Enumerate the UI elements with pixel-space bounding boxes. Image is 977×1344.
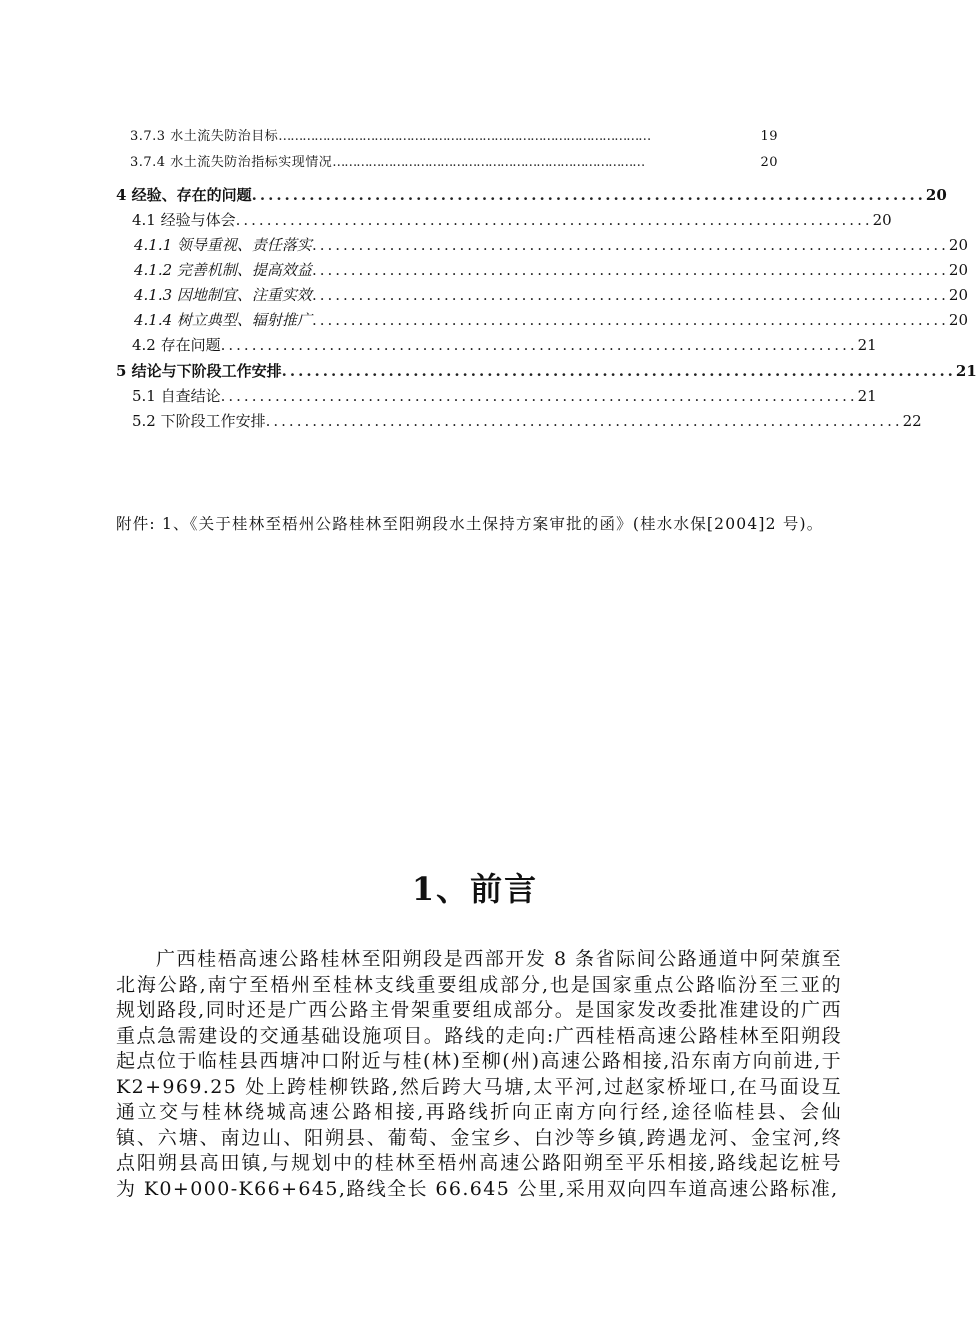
toc-leader: .................................................................................. [311, 286, 949, 304]
toc-entry-label: 4 经验、存在的问题 [116, 186, 252, 204]
toc-entry-label: 3.7.4 水土流失防治指标实现情况 [130, 155, 333, 170]
toc-entry-label: 5 结论与下阶段工作安排 [116, 362, 282, 380]
toc-leader: .................................................................................. [235, 211, 873, 229]
toc-entry-label: 4.1.3 因地制宜、注重实效 [134, 286, 312, 304]
toc-page-number: 21 [857, 387, 877, 405]
toc-page-number: 21 [857, 336, 877, 354]
toc-page-number: 20 [948, 311, 969, 329]
toc-page-number: 20 [872, 211, 892, 229]
toc-entry-label: 4.1.2 完善机制、提高效益 [134, 261, 312, 279]
toc-entry-label: 5.2 下阶段工作安排 [132, 412, 266, 430]
toc-page-number: 21 [955, 362, 977, 380]
attachment-note: 附件: 1、《关于桂林至梧州公路桂林至阳朔段水土保持方案审批的函》(桂水水保[2004]2 号)。 [116, 515, 824, 533]
toc-leader: …………………………………………………………………… [332, 155, 645, 170]
toc-entry-5-1[interactable] [116, 384, 877, 409]
toc-entry-chapter-5[interactable] [116, 358, 977, 384]
toc-leader: .................................................................................. [220, 336, 858, 354]
toc-leader: .................................................................................. [220, 387, 858, 405]
toc-entry-4-1-2[interactable] [116, 258, 969, 283]
toc-page-number: 19 [760, 129, 778, 144]
toc-leader: ………………………………………………………………………………… [278, 129, 651, 144]
toc-leader: .................................................................................. [311, 261, 949, 279]
toc-entry-label: 4.1 经验与体会 [132, 211, 236, 229]
toc-page-number: 20 [948, 261, 969, 279]
toc-entry-4-2[interactable] [116, 333, 877, 358]
toc-entry-4-1-1[interactable] [116, 233, 969, 258]
body-paragraph: 广西桂梧高速公路桂林至阳朔段是西部开发 8 条省际间公路通道中阿荣旗至北海公路,南宁至梧州至桂林支线重要组成部分,也是国家重点公路临汾至三亚的规划路段,同时还是广西公路主骨架重要组成部分。是国家发改委批准建设的广西重点急需建设的交通基础设施项目。路线的走向:广西桂梧高速公路桂林至阳朔段起点位于临桂县西塘冲口附近与桂(林)至柳(州)高速公路相接,沿东南方向前进,于 K2+969.25 处上跨桂柳铁路,然后跨大马塘,太平河,过赵家桥垭口,在马面设互通立交与桂林绕城高速公路相接,再路线折向正南方向行经,途径临桂县、会仙镇、六塘、南边山、阳朔县、葡萄、金宝乡、白沙等乡镇,跨遇龙河、金宝河,终点阳朔县高田镇,与规划中的桂林至梧州高速公路阳朔至平乐相接,路线起讫桩号为 K0+000-K66+645,路线全长 66.645 公里,采用双向四车道高速公路标准, [116, 948, 842, 1200]
toc-leader: .................................................................................. [281, 362, 956, 380]
toc-entry-label: 4.1.1 领导重视、责任落实 [134, 236, 312, 254]
toc-entry-label: 4.2 存在问题 [132, 336, 221, 354]
toc-leader: .................................................................................. [251, 186, 926, 204]
section-heading: 1、前言 [411, 870, 539, 908]
toc-leader: .................................................................................. [311, 236, 949, 254]
toc-entry-4-1[interactable] [116, 208, 892, 233]
toc-page-number: 20 [948, 286, 969, 304]
table-of-contents [116, 124, 977, 434]
toc-page-number: 20 [925, 186, 947, 204]
toc-page-number: 22 [902, 412, 922, 430]
toc-page-number: 20 [760, 155, 778, 170]
toc-leader: .................................................................................. [265, 412, 903, 430]
toc-entry-label: 4.1.4 树立典型、辐射推广 [134, 311, 312, 329]
toc-leader: .................................................................................. [311, 311, 949, 329]
toc-entry-label: 3.7.3 水土流失防治目标 [130, 129, 279, 144]
toc-entry-4-1-3[interactable] [116, 283, 969, 308]
toc-entry-label: 5.1 自查结论 [132, 387, 221, 405]
toc-entry-chapter-4[interactable] [116, 182, 947, 208]
toc-entry-4-1-4[interactable] [116, 308, 969, 333]
toc-entry-3-7-3[interactable] [116, 124, 778, 150]
toc-page-number: 20 [948, 236, 969, 254]
toc-entry-3-7-4[interactable] [116, 150, 778, 176]
toc-entry-5-2[interactable] [116, 409, 922, 434]
